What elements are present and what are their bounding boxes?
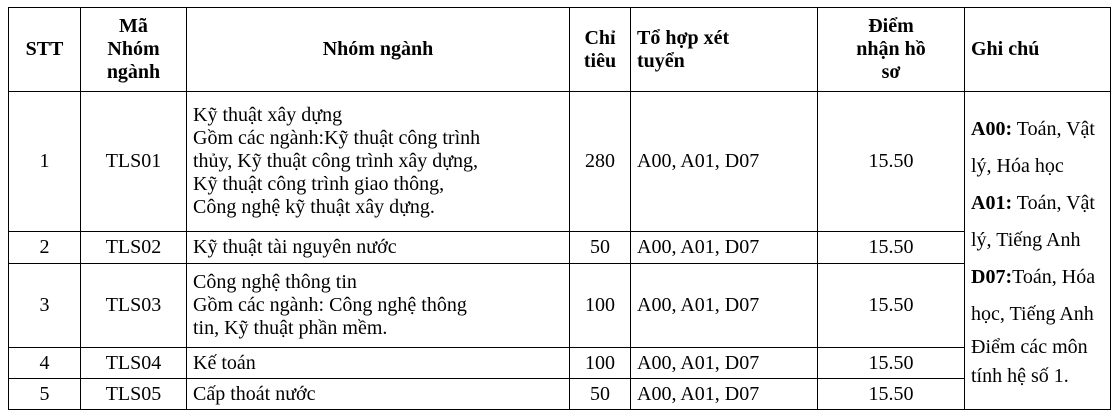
header-to-hop [631,8,818,92]
note-d07: D07:Toán, Hóa [971,265,1096,288]
cell-stt: 1 [9,92,81,232]
cell-nhom-nganh [187,264,570,348]
note-diem-line-1: Điểm các môn [971,335,1088,358]
cell-to-hop: A00, A01, D07 [631,348,818,379]
cell-ma: TLS02 [81,232,187,264]
cell-chi-tieu: 100 [570,348,631,379]
header-row [9,8,1111,92]
nganh-line: Kỹ thuật công trình giao thông, [193,173,445,195]
cell-ma: TLS05 [81,379,187,410]
cell-ma: TLS01 [81,92,187,232]
cell-stt: 3 [9,264,81,348]
header-stt: STT [9,8,81,92]
code-a00: A00: [971,117,1013,140]
header-to-hop-line-1: Tổ hợp xét [637,26,730,49]
nganh-line: Công nghệ kỹ thuật xây dựng. [193,196,435,218]
code-a01: A01: [971,191,1013,214]
header-ma-nhom-nganh [81,8,187,92]
cell-to-hop: A00, A01, D07 [631,264,818,348]
cell-stt: 5 [9,379,81,410]
note-a01-cont: lý, Tiếng Anh [971,228,1081,251]
header-diem-line-1: Điểm [868,15,914,37]
nganh-line: Công nghệ thông tin [193,271,357,293]
cell-nhom-nganh [187,232,570,264]
cell-nhom-nganh [187,379,570,410]
cell-stt: 4 [9,348,81,379]
table-row [9,379,1111,410]
cell-chi-tieu: 50 [570,379,631,410]
header-chi-tieu [570,8,631,92]
nganh-line: Kế toán [193,351,256,374]
header-chi-tieu-line-2: tiêu [583,49,617,72]
header-ma-line-1: Mã [119,15,148,37]
nganh-line: Gồm các ngành: Công nghệ thông [193,294,467,316]
header-nhom-nganh: Nhóm ngành [187,8,570,92]
cell-stt: 2 [9,232,81,264]
table-row [9,92,1111,232]
cell-chi-tieu: 50 [570,232,631,264]
nganh-line: tin, Kỹ thuật phần mềm. [193,317,388,339]
header-ghi-chu: Ghi chú [965,8,1111,92]
cell-nhom-nganh [187,348,570,379]
nganh-line: thủy, Kỹ thuật công trình xây dựng, [193,150,479,172]
nganh-line: Kỹ thuật tài nguyên nước [193,236,397,258]
note-cell [965,92,1111,410]
cell-to-hop: A00, A01, D07 [631,232,818,264]
cell-chi-tieu: 100 [570,264,631,348]
cell-diem: 15.50 [818,264,965,348]
nganh-line: Kỹ thuật xây dựng [193,104,343,126]
header-diem-line-3: sơ [881,61,901,83]
table-row [9,232,1111,264]
cell-diem: 15.50 [818,92,965,232]
cell-nhom-nganh [187,92,570,232]
cell-diem: 15.50 [818,348,965,379]
table-row [9,348,1111,379]
cell-to-hop: A00, A01, D07 [631,379,818,410]
note-diem-line-2: tính hệ số 1. [971,364,1069,387]
note-a00-cont: lý, Hóa học [971,154,1064,177]
table-row [9,264,1111,348]
note-a01: A01: Toán, Vật [971,191,1095,214]
header-ma-line-2: Nhóm [107,38,160,60]
header-to-hop-line-2: tuyển [637,49,685,72]
cell-diem: 15.50 [818,379,965,410]
cell-ma: TLS04 [81,348,187,379]
header-ma-line-3: ngành [106,61,161,83]
cell-chi-tieu: 280 [570,92,631,232]
header-diem [818,8,965,92]
header-chi-tieu-line-1: Chỉ [584,26,616,49]
code-d07: D07: [971,265,1013,288]
note-a00: A00: Toán, Vật [971,117,1095,140]
cell-ma: TLS03 [81,264,187,348]
admission-table [8,7,1111,410]
header-diem-line-2: nhận hồ [856,38,926,60]
note-d07-cont: học, Tiếng Anh [971,302,1094,325]
nganh-line: Cấp thoát nước [193,382,316,405]
cell-to-hop: A00, A01, D07 [631,92,818,232]
nganh-line: Gồm các ngành:Kỹ thuật công trình [193,127,481,149]
cell-diem: 15.50 [818,232,965,264]
